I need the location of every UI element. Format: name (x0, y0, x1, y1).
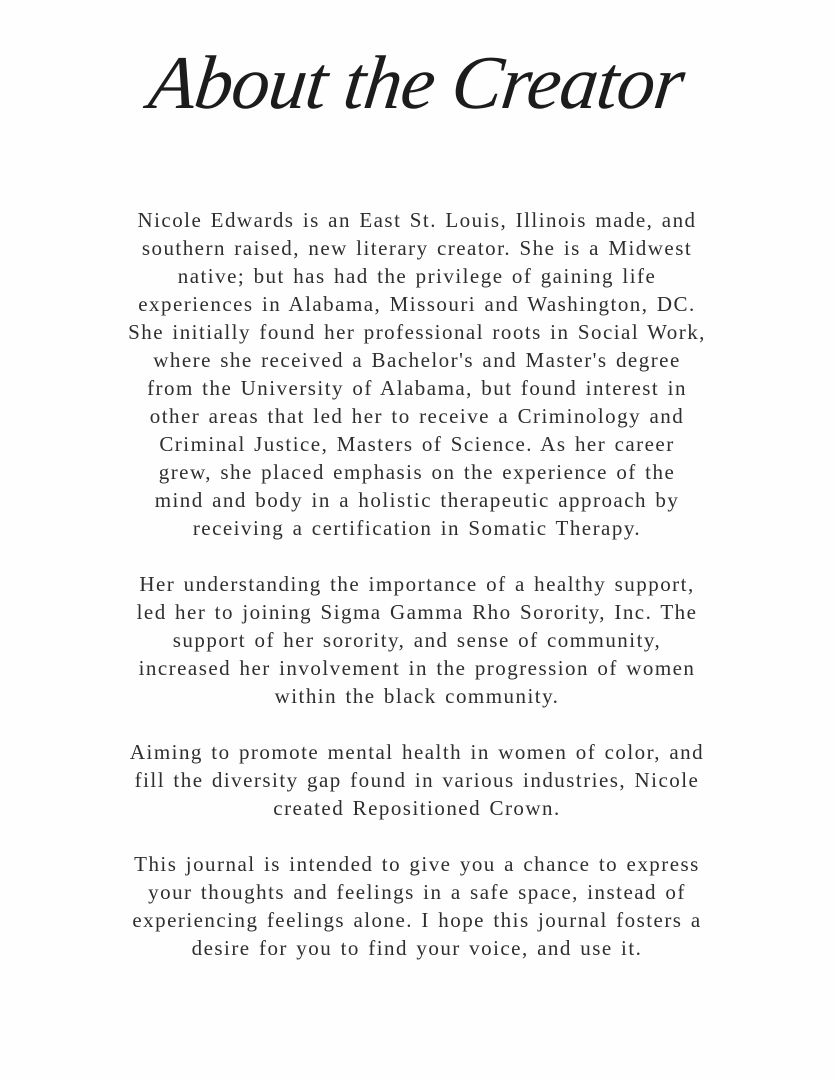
text-line: led her to joining Sigma Gamma Rho Sorority, Inc. The (136, 600, 698, 624)
text-line: grew, she placed emphasis on the experience of the (158, 460, 676, 484)
text-line: experiences in Alabama, Missouri and Washington, DC. (138, 292, 696, 316)
text-line: This journal is intended to give you a chance to express (134, 852, 700, 876)
text-line: experiencing feelings alone. I hope this journal fosters a (132, 908, 702, 932)
paragraph (72, 206, 762, 542)
text-line: from the University of Alabama, but found interest in (147, 376, 687, 400)
text-line: fill the diversity gap found in various industries, Nicole (134, 768, 700, 792)
text-line: other areas that led her to receive a Criminology and (149, 404, 685, 428)
text-line: increased her involvement in the progression of women (138, 656, 696, 680)
text-line: created Repositioned Crown. (273, 796, 561, 820)
text-line: Criminal Justice, Masters of Science. As her career (159, 432, 675, 456)
paragraph (72, 850, 762, 962)
text-line: support of her sorority, and sense of community, (172, 628, 662, 652)
text-line: southern raised, new literary creator. She is a Midwest (141, 236, 693, 260)
text-line: where she received a Bachelor's and Master's degree (153, 348, 681, 372)
text-line: within the black community. (274, 684, 560, 708)
text-line: She initially found her professional roots in Social Work, (128, 320, 706, 344)
text-line: Her understanding the importance of a healthy support, (139, 572, 695, 596)
text-line: mind and body in a holistic therapeutic approach by (154, 488, 680, 512)
text-line: your thoughts and feelings in a safe space, instead of (148, 880, 686, 904)
text-line: native; but has had the privilege of gaining life (177, 264, 657, 288)
text-line: receiving a certification in Somatic Therapy. (192, 516, 642, 540)
text-line: Nicole Edwards is an East St. Louis, Illinois made, and (137, 208, 697, 232)
text-line: Aiming to promote mental health in women of color, and (129, 740, 705, 764)
page-title: About the Creator (144, 41, 689, 125)
paragraph (72, 738, 762, 822)
text-line: desire for you to find your voice, and use it. (191, 936, 643, 960)
paragraph (72, 570, 762, 710)
body-text (72, 206, 762, 962)
